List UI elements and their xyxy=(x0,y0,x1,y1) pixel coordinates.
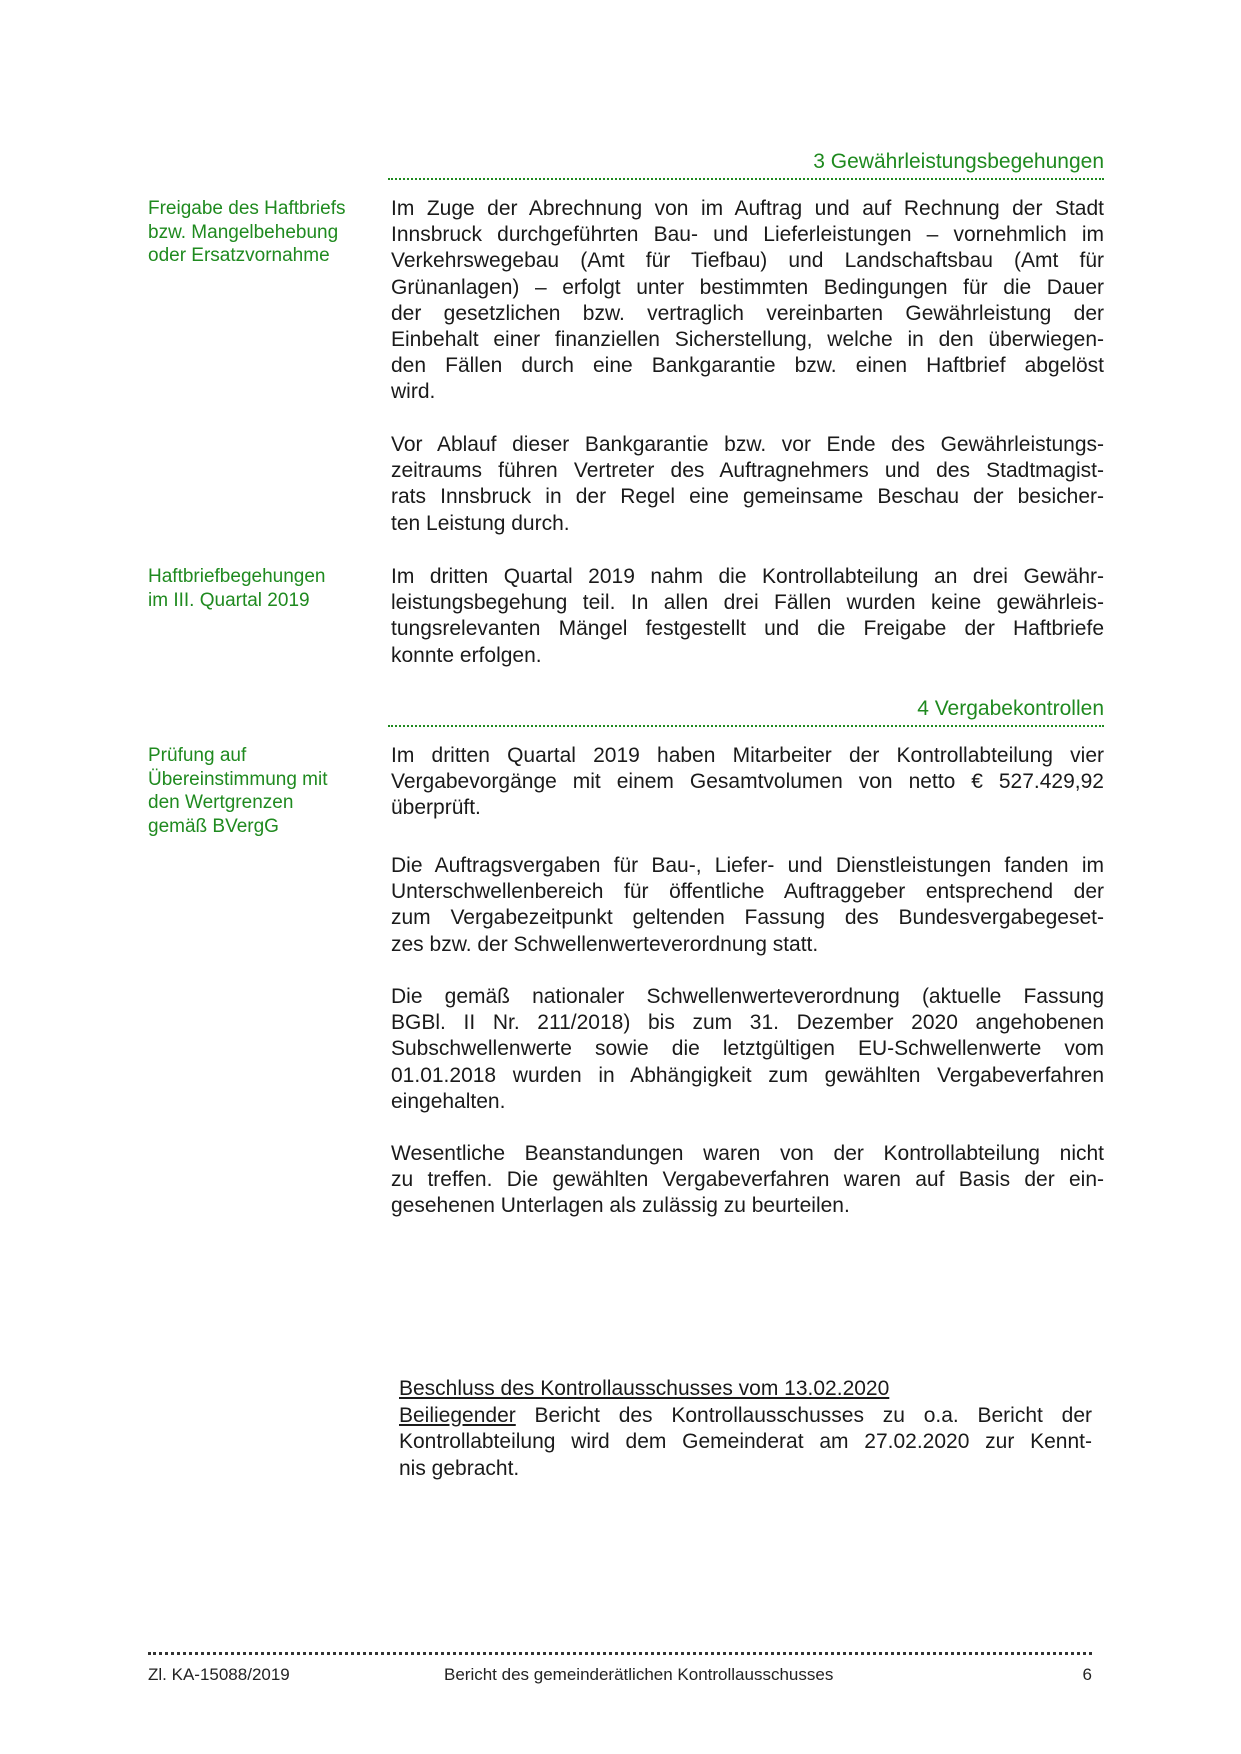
text-line: Die gemäß nationaler Schwellenwerteverordnung (aktuelle Fassung xyxy=(391,985,1104,1008)
margin-note-line: den Wertgrenzen xyxy=(148,792,294,813)
beschluss-line-1 xyxy=(399,1403,1092,1430)
text-line: Einbehalt einer finanziellen Sicherstellung, welche in den überwiegen- xyxy=(391,328,1104,352)
text-line: zu treffen. Die gewählten Vergabeverfahren waren auf Basis der ein- xyxy=(391,1168,1104,1192)
footer-title: Bericht des gemeinderätlichen Kontrollausschusses xyxy=(444,1665,834,1684)
text-line: BGBl. II Nr. 211/2018) bis zum 31. Dezember 2020 angehobenen xyxy=(391,1011,1104,1035)
text-line: der gesetzlichen bzw. vertraglich vereinbarten Gewährleistung der xyxy=(391,301,1104,325)
footer-divider xyxy=(148,1652,1092,1655)
text-line: zum Vergabezeitpunkt geltenden Fassung des Bundesvergabegeset- xyxy=(391,906,1104,930)
beschluss-line-2: Kontrollabteilung wird dem Gemeinderat am 27.02.2020 zur Kennt- xyxy=(399,1430,1092,1453)
footer-reference: Zl. KA-15088/2019 xyxy=(148,1665,290,1684)
text-line: Vor Ablauf dieser Bankgarantie bzw. vor Ende des Gewährleistungs- xyxy=(391,433,1104,456)
margin-note-line: Haftbriefbegehungen xyxy=(148,566,326,587)
margin-note-freigabe xyxy=(148,197,380,268)
section-3-heading: 3 Gewährleistungsbegehungen xyxy=(388,150,1104,180)
text-line: Grünanlagen) – erfolgt unter bestimmten Bedingungen für die Dauer xyxy=(391,275,1104,299)
margin-note-line: Übereinstimmung mit xyxy=(148,768,328,790)
margin-note-line: gemäß BVergG xyxy=(148,815,279,837)
text-line: Subschwellenwerte sowie die letztgültigen EU-Schwellenwerte vom xyxy=(391,1037,1104,1061)
text-line: überprüft. xyxy=(391,796,481,820)
beschluss-line-3: nis gebracht. xyxy=(399,1456,520,1480)
text-line: Innsbruck durchgeführten Bau- und Lieferleistungen – vornehmlich im xyxy=(391,223,1104,247)
paragraph-auftragsvergaben xyxy=(391,853,1104,958)
text-line: rats Innsbruck in der Regel eine gemeinsame Beschau der besicher- xyxy=(391,485,1104,509)
text-line: Die Auftragsvergaben für Bau-, Liefer- und Dienstleistungen fanden im xyxy=(391,854,1104,877)
text-line: zeitraums führen Vertreter des Auftragnehmers und des Stadtmagist- xyxy=(391,459,1104,483)
text-line: Im Zuge der Abrechnung von im Auftrag und auf Rechnung der Stadt xyxy=(391,197,1104,220)
text-line: Verkehrswegebau (Amt für Tiefbau) und Landschaftsbau (Amt für xyxy=(391,249,1104,273)
text-line: Im dritten Quartal 2019 haben Mitarbeiter der Kontrollabteilung vier xyxy=(391,744,1104,767)
text-line: leistungsbegehung teil. In allen drei Fällen wurden keine gewährleis- xyxy=(391,591,1104,615)
paragraph-beanstandungen xyxy=(391,1141,1104,1220)
text-line: tungsrelevanten Mängel festgestellt und die Freigabe der Haftbriefe xyxy=(391,617,1104,641)
text-line: Vergabevorgänge mit einem Gesamtvolumen von netto € 527.429,92 xyxy=(391,770,1104,794)
text-line: Im dritten Quartal 2019 nahm die Kontrollabteilung an drei Gewähr- xyxy=(391,565,1104,588)
paragraph-vergabevorgaenge xyxy=(391,743,1104,822)
text-line: wird. xyxy=(391,380,436,404)
margin-note-haftbriefbegehungen xyxy=(148,565,380,612)
text-line: ten Leistung durch. xyxy=(391,511,570,535)
section-4-heading: 4 Vergabekontrollen xyxy=(388,697,1104,727)
paragraph-quartal xyxy=(391,564,1104,669)
text-line: Unterschwellenbereich für öffentliche Auftraggeber entsprechend der xyxy=(391,880,1104,904)
margin-note-pruefung xyxy=(148,744,380,838)
paragraph-abrechnung xyxy=(391,196,1104,406)
paragraph-schwellenwerte xyxy=(391,984,1104,1115)
text-line: 01.01.2018 wurden in Abhängigkeit zum gewählten Vergabeverfahren xyxy=(391,1063,1104,1087)
text-line: den Fällen durch eine Bankgarantie bzw. einen Haftbrief abgelöst xyxy=(391,354,1104,378)
margin-note-line: oder Ersatzvornahme xyxy=(148,245,330,266)
margin-note-line: im III. Quartal 2019 xyxy=(148,589,310,611)
beschluss-lead: Beiliegender xyxy=(399,1403,516,1427)
text-line: gesehenen Unterlagen als zulässig zu beurteilen. xyxy=(391,1194,850,1218)
beschluss-block xyxy=(399,1376,1092,1482)
text-line: konnte erfolgen. xyxy=(391,643,542,667)
paragraph-bankgarantie xyxy=(391,432,1104,537)
margin-note-line: bzw. Mangelbehebung xyxy=(148,221,339,243)
margin-note-line: Prüfung auf xyxy=(148,745,247,766)
text-line: Wesentliche Beanstandungen waren von der Kontrollabteilung nicht xyxy=(391,1142,1104,1165)
beschluss-line-1-rest: Bericht des Kontrollausschusses zu o.a. Bericht der xyxy=(515,1403,1092,1427)
text-line: zes bzw. der Schwellenwerteverordnung statt. xyxy=(391,932,819,956)
beschluss-title: Beschluss des Kontrollausschusses vom 13.02.2020 xyxy=(399,1377,890,1400)
page-number: 6 xyxy=(1082,1665,1092,1684)
margin-note-line: Freigabe des Haftbriefs xyxy=(148,198,346,219)
text-line: eingehalten. xyxy=(391,1089,506,1113)
